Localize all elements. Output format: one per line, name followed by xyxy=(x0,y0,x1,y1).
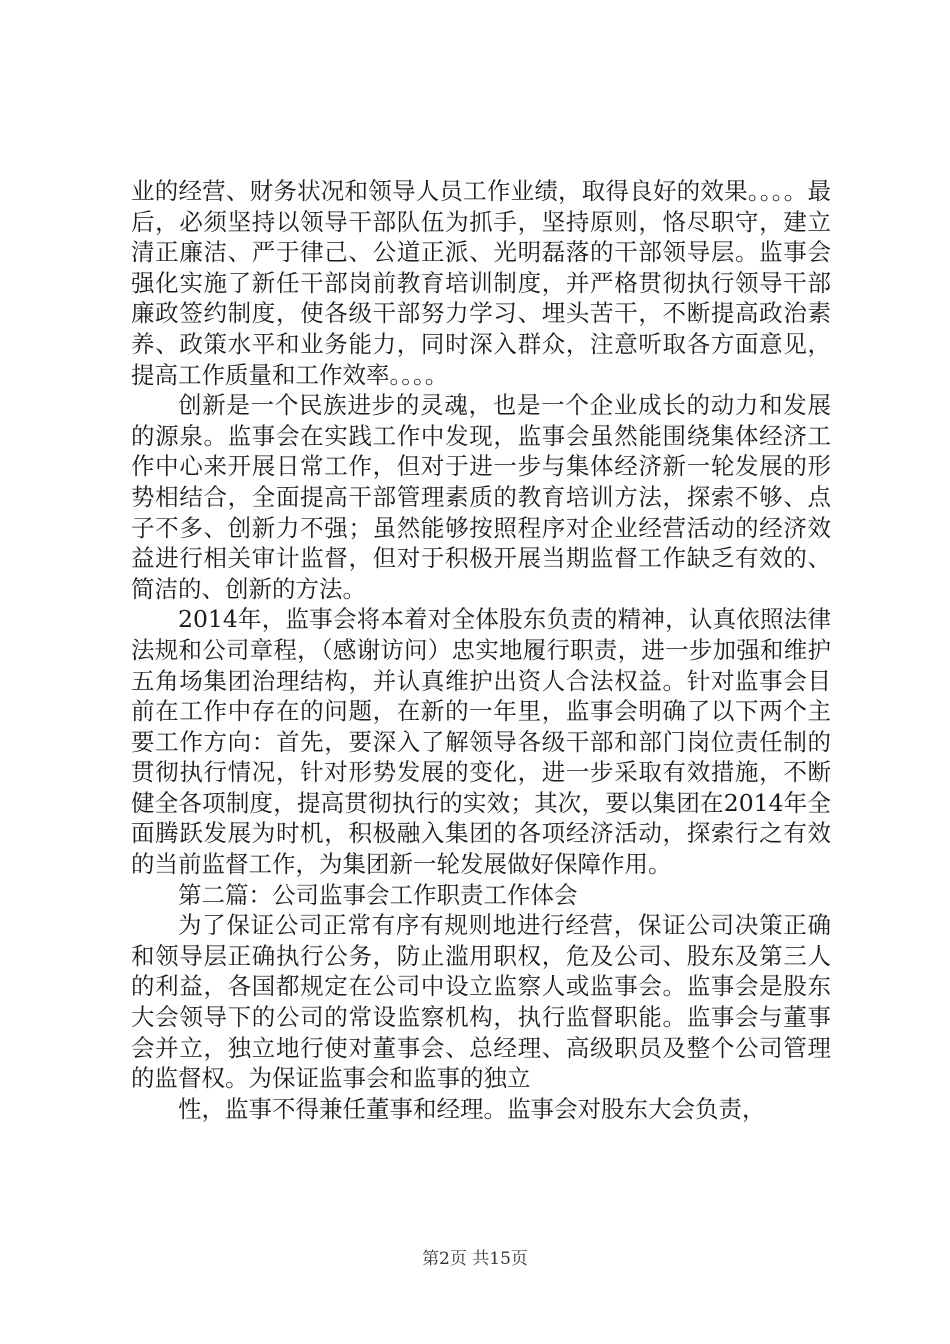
paragraph-2: 创新是一个民族进步的灵魂，也是一个企业成长的动力和发展的源泉。监事会在实践工作中发现，监事会虽然能围绕集体经济工作中心来开展日常工作，但对于进一步与集体经济新一轮发展的形势相结合，全面提高干部管理素质的教育培训方法，探索不够、点子不多、创新力不强；虽然能够按照程序对企业经营活动的经济效益进行相关审计监督，但对于积极开展当期监督工作缺乏有效的、简洁的、创新的方法。 xyxy=(131,391,831,603)
paragraph-3: 2014年，监事会将本着对全体股东负责的精神，认真依照法律法规和公司章程，（感谢访问）忠实地履行职责，进一步加强和维护五角场集团治理结构，并认真维护出资人合法权益。针对监事会目前在工作中存在的问题，在新的一年里，监事会明确了以下两个主要工作方向：首先，要深入了解领导各级干部和部门岗位责任制的贯彻执行情况，针对形势发展的变化，进一步采取有效措施，不断健全各项制度，提高贯彻执行的实效；其次，要以集团在2014年全面腾跃发展为时机，积极融入集团的各项经济活动，探索行之有效的当前监督工作，为集团新一轮发展做好保障作用。 xyxy=(131,605,831,879)
document-body xyxy=(131,176,831,1124)
section-heading: 第二篇：公司监事会工作职责工作体会 xyxy=(178,880,578,909)
paragraph-1: 业的经营、财务状况和领导人员工作业绩，取得良好的效果。。。。最后，必须坚持以领导干部队伍为抓手，坚持原则，恪尽职守，建立清正廉洁、严于律己、公道正派、光明磊落的干部领导层。监事会强化实施了新任干部岗前教育培训制度，并严格贯彻执行领导干部廉政签约制度，使各级干部努力学习、埋头苦干，不断提高政治素养、政策水平和业务能力，同时深入群众，注意听取各方面意见，提高工作质量和工作效率。。。。 xyxy=(131,177,831,389)
paragraph-5: 性，监事不得兼任董事和经理。监事会对股东大会负责， xyxy=(178,1094,766,1123)
paragraph-4: 为了保证公司正常有序有规则地进行经营，保证公司决策正确和领导层正确执行公务，防止滥用职权，危及公司、股东及第三人的利益，各国都规定在公司中设立监察人或监事会。监事会是股东大会领导下的公司的常设监察机构，执行监督职能。监事会与董事会并立，独立地行使对董事会、总经理、高级职员及整个公司管理的监督权。为保证监事会和监事的独立 xyxy=(131,911,831,1093)
page-number-footer: 第2页 共15页 xyxy=(422,1249,528,1269)
